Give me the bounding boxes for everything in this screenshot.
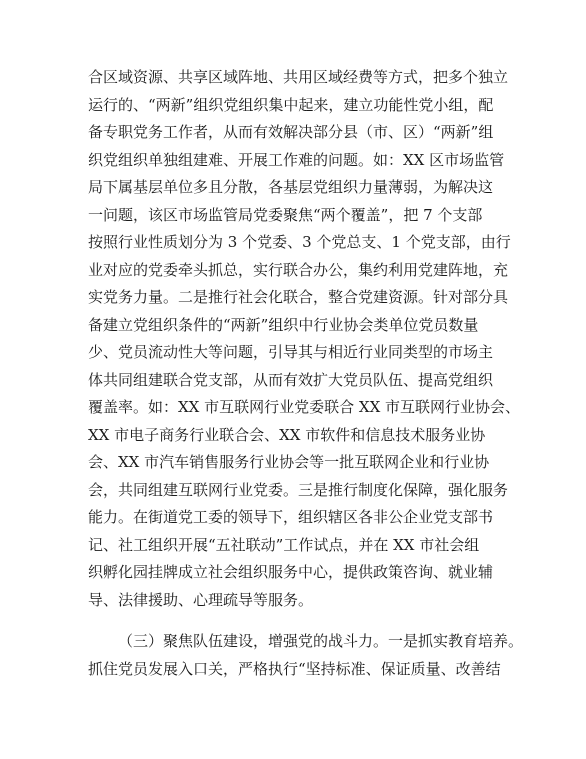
text-line: 局下属基层单位多且分散，各基层党组织力量薄弱，为解决这 [88,178,494,196]
text-line: 会，共同组建互联网行业党委。三是推行制度化保障，强化服务 [88,480,509,499]
text-line: 一问题，该区市场监管局党委聚焦“两个覆盖”，把 7 个支部 [88,205,483,224]
text-line: 导、法律援助、心理疏导等服务。 [88,590,314,609]
document-page [88,64,524,683]
text-line: 合区域资源、共享区域阵地、共用区域经费等方式，把多个独立 [88,68,509,86]
text-line: 会、XX 市汽车销售服务行业协会等一批互联网企业和行业协 [88,453,490,471]
paragraph-1 [88,64,521,614]
text-line: 记、社工组织开展“五社联动”工作试点，并在 XX 市社会组 [88,535,480,554]
text-line: 少、党员流动性大等问题，引导其与相近行业同类型的市场主 [88,343,494,361]
text-line: 实党务力量。二是推行社会化联合，整合党建资源。针对部分具 [88,288,509,306]
text-line: XX 市电子商务行业联合会、XX 市软件和信息技术服务业协 [88,425,486,444]
text-line: 体共同组建联合党支部，从而有效扩大党员队伍、提高党组织 [88,370,494,389]
paragraph-2 [88,628,524,683]
text-line: 运行的、“两新”组织党组织集中起来，建立功能性党小组，配 [88,95,494,114]
section-heading-line: （三）聚焦队伍建设，增强党的战斗力。一是抓实教育培养。 [118,632,524,650]
paragraph-spacing [88,614,508,628]
text-line: 织孵化园挂牌成立社会组织服务中心，提供政策咨询、就业辅 [88,563,494,581]
text-line: 织党组织单独组建难、开展工作难的问题。如：XX 区市场监管 [88,150,505,169]
text-line: 业对应的党委牵头抓总，实行联合办公，集约利用党建阵地，充 [88,260,509,279]
text-line: 按照行业性质划分为 3 个党委、3 个党总支、1 个党支部，由行 [88,233,511,251]
text-line: 备专职党务工作者，从而有效解决部分县（市、区）“两新”组 [88,123,494,141]
text-line: 抓住党员发展入口关，严格执行“坚持标准、保证质量、改善结 [88,659,501,678]
text-line: 备建立党组织条件的“两新”组织中行业协会类单位党员数量 [88,315,479,334]
text-line: 能力。在街道党工委的领导下，组织辖区各非公企业党支部书 [88,508,494,526]
text-line: 覆盖率。如：XX 市互联网行业党委联合 XX 市互联网行业协会、 [88,398,521,416]
